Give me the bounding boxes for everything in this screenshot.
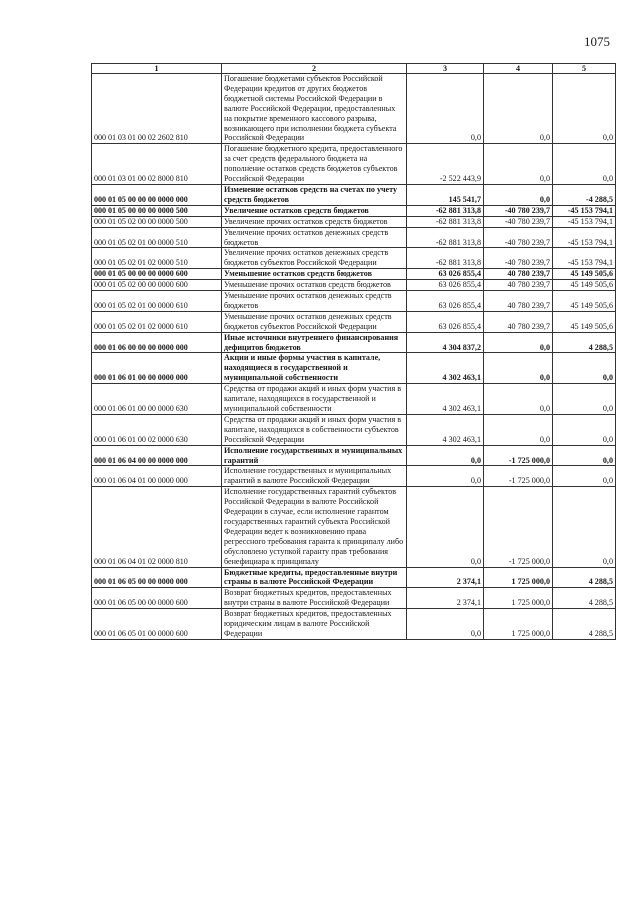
row-name: Акции и иные формы участия в капитале, находящиеся в государственной и муниципальной собственности bbox=[222, 353, 407, 384]
row-code: 000 01 05 00 00 00 0000 600 bbox=[92, 269, 222, 280]
row-name: Уменьшение прочих остатков денежных средств бюджетов субъектов Российской Федерации bbox=[222, 311, 407, 332]
table-row bbox=[92, 269, 616, 280]
table-row bbox=[92, 353, 616, 384]
row-value-col3: -2 522 443,9 bbox=[407, 144, 484, 185]
row-value-col5: -45 153 794,1 bbox=[553, 205, 616, 216]
budget-sources-table bbox=[91, 63, 616, 640]
column-header-name: 2 bbox=[222, 64, 407, 74]
row-name: Уменьшение прочих остатков средств бюджетов bbox=[222, 280, 407, 291]
row-value-col4: -1 725 000,0 bbox=[484, 466, 553, 487]
row-name: Средства от продажи акций и иных форм участия в капитале, находящихся в собственности субъектов Российской Федерации bbox=[222, 414, 407, 445]
row-value-col4: 0,0 bbox=[484, 144, 553, 185]
column-header-code: 1 bbox=[92, 64, 222, 74]
row-value-col4: -40 780 239,7 bbox=[484, 227, 553, 248]
row-code: 000 01 05 02 01 02 0000 610 bbox=[92, 311, 222, 332]
row-code: 000 01 05 00 00 00 0000 000 bbox=[92, 184, 222, 205]
row-name: Увеличение прочих остатков средств бюджетов bbox=[222, 216, 407, 227]
table-row bbox=[92, 216, 616, 227]
table-row bbox=[92, 609, 616, 640]
row-name: Погашение бюджетного кредита, предоставленного за счет средств федерального бюджета на пополнение остатков средств бюджетов субъектов Российской Федерации bbox=[222, 144, 407, 185]
table-row bbox=[92, 332, 616, 353]
row-code: 000 01 05 02 01 02 0000 510 bbox=[92, 248, 222, 269]
row-value-col3: 4 302 463,1 bbox=[407, 414, 484, 445]
row-value-col5: -4 288,5 bbox=[553, 184, 616, 205]
row-value-col3: -62 881 313,8 bbox=[407, 227, 484, 248]
row-code: 000 01 06 01 00 00 0000 000 bbox=[92, 353, 222, 384]
page-number: 1075 bbox=[584, 34, 610, 49]
row-value-col3: 4 302 463,1 bbox=[407, 384, 484, 415]
row-code: 000 01 03 01 00 02 8000 810 bbox=[92, 144, 222, 185]
row-name: Уменьшение прочих остатков денежных средств бюджетов bbox=[222, 291, 407, 312]
row-name: Исполнение государственных и муниципальных гарантий в валюте Российской Федерации bbox=[222, 466, 407, 487]
row-value-col5: 0,0 bbox=[553, 414, 616, 445]
table-row bbox=[92, 311, 616, 332]
row-value-col3: 63 026 855,4 bbox=[407, 291, 484, 312]
row-value-col4: -40 780 239,7 bbox=[484, 248, 553, 269]
row-value-col4: 40 780 239,7 bbox=[484, 291, 553, 312]
table-row bbox=[92, 205, 616, 216]
row-name: Иные источники внутреннего финансирования дефицитов бюджетов bbox=[222, 332, 407, 353]
column-header-year1: 3 bbox=[407, 64, 484, 74]
table-row bbox=[92, 184, 616, 205]
row-name: Увеличение прочих остатков денежных средств бюджетов субъектов Российской Федерации bbox=[222, 248, 407, 269]
row-value-col5: 0,0 bbox=[553, 384, 616, 415]
row-value-col4: 40 780 239,7 bbox=[484, 269, 553, 280]
row-value-col3: -62 881 313,8 bbox=[407, 248, 484, 269]
row-value-col3: 63 026 855,4 bbox=[407, 280, 484, 291]
row-name: Изменение остатков средств на счетах по учету средств бюджетов bbox=[222, 184, 407, 205]
row-value-col3: 63 026 855,4 bbox=[407, 311, 484, 332]
row-name: Возврат бюджетных кредитов, предоставленных юридическим лицам в валюте Российской Федерации bbox=[222, 609, 407, 640]
table-row bbox=[92, 291, 616, 312]
row-name: Средства от продажи акций и иных форм участия в капитале, находящихся в государственной и муниципальной собственности bbox=[222, 384, 407, 415]
column-header-year3: 5 bbox=[553, 64, 616, 74]
table-row bbox=[92, 144, 616, 185]
table-row bbox=[92, 384, 616, 415]
row-code: 000 01 05 02 00 00 0000 500 bbox=[92, 216, 222, 227]
row-value-col4: 1 725 000,0 bbox=[484, 588, 553, 609]
row-value-col3: 145 541,7 bbox=[407, 184, 484, 205]
row-value-col5: 0,0 bbox=[553, 487, 616, 567]
row-value-col4: -40 780 239,7 bbox=[484, 205, 553, 216]
row-code: 000 01 05 00 00 00 0000 500 bbox=[92, 205, 222, 216]
table-row bbox=[92, 567, 616, 588]
row-value-col4: 0,0 bbox=[484, 353, 553, 384]
row-value-col3: 2 374,1 bbox=[407, 588, 484, 609]
row-code: 000 01 06 01 00 00 0000 630 bbox=[92, 384, 222, 415]
row-code: 000 01 06 00 00 00 0000 000 bbox=[92, 332, 222, 353]
row-value-col4: 40 780 239,7 bbox=[484, 280, 553, 291]
row-name: Увеличение прочих остатков денежных средств бюджетов bbox=[222, 227, 407, 248]
row-value-col3: 0,0 bbox=[407, 487, 484, 567]
row-value-col5: 45 149 505,6 bbox=[553, 291, 616, 312]
row-value-col5: 45 149 505,6 bbox=[553, 280, 616, 291]
row-value-col3: 0,0 bbox=[407, 74, 484, 144]
row-code: 000 01 05 02 01 00 0000 510 bbox=[92, 227, 222, 248]
row-value-col3: -62 881 313,8 bbox=[407, 216, 484, 227]
row-code: 000 01 06 01 00 02 0000 630 bbox=[92, 414, 222, 445]
row-value-col5: 0,0 bbox=[553, 445, 616, 466]
row-value-col4: -1 725 000,0 bbox=[484, 445, 553, 466]
row-code: 000 01 05 02 00 00 0000 600 bbox=[92, 280, 222, 291]
table-row bbox=[92, 445, 616, 466]
row-value-col5: -45 153 794,1 bbox=[553, 248, 616, 269]
row-code: 000 01 06 04 01 00 0000 000 bbox=[92, 466, 222, 487]
row-code: 000 01 06 05 00 00 0000 000 bbox=[92, 567, 222, 588]
row-code: 000 01 06 04 01 02 0000 810 bbox=[92, 487, 222, 567]
row-value-col5: 4 288,5 bbox=[553, 588, 616, 609]
row-value-col3: 2 374,1 bbox=[407, 567, 484, 588]
column-header-year2: 4 bbox=[484, 64, 553, 74]
row-code: 000 01 05 02 01 00 0000 610 bbox=[92, 291, 222, 312]
row-value-col5: -45 153 794,1 bbox=[553, 216, 616, 227]
row-value-col5: 0,0 bbox=[553, 466, 616, 487]
table-row bbox=[92, 414, 616, 445]
row-name: Погашение бюджетами субъектов Российской Федерации кредитов от других бюджетов бюджетной системы Российской Федерации в валюте Российской Федерации, предоставленных на покрытие временного кассового разрыва, возникающего при исполнении бюджета субъекта Российской Федерации bbox=[222, 74, 407, 144]
row-value-col3: -62 881 313,8 bbox=[407, 205, 484, 216]
table-row bbox=[92, 487, 616, 567]
row-value-col5: 4 288,5 bbox=[553, 332, 616, 353]
row-value-col4: -1 725 000,0 bbox=[484, 487, 553, 567]
row-value-col4: 0,0 bbox=[484, 414, 553, 445]
row-value-col4: 0,0 bbox=[484, 184, 553, 205]
table-header-row bbox=[92, 64, 616, 74]
table-row bbox=[92, 248, 616, 269]
row-value-col4: -40 780 239,7 bbox=[484, 216, 553, 227]
row-value-col4: 40 780 239,7 bbox=[484, 311, 553, 332]
row-value-col3: 4 302 463,1 bbox=[407, 353, 484, 384]
row-code: 000 01 06 05 00 00 0000 600 bbox=[92, 588, 222, 609]
row-value-col4: 0,0 bbox=[484, 74, 553, 144]
row-value-col5: 0,0 bbox=[553, 144, 616, 185]
row-value-col3: 0,0 bbox=[407, 609, 484, 640]
row-value-col5: 4 288,5 bbox=[553, 567, 616, 588]
row-value-col5: 45 149 505,6 bbox=[553, 311, 616, 332]
row-name: Исполнение государственных гарантий субъектов Российской Федерации в валюте Российской Федерации в случае, если исполнение гарантом государственных гарантий субъекта Российской Федерации ведет к возникновению права регрессного требования гаранта к принципалу либо обусловлено уступкой гаранту прав требования бенефициара к принципалу bbox=[222, 487, 407, 567]
row-name: Возврат бюджетных кредитов, предоставленных внутри страны в валюте Российской Федерации bbox=[222, 588, 407, 609]
row-value-col3: 0,0 bbox=[407, 445, 484, 466]
row-value-col5: 0,0 bbox=[553, 74, 616, 144]
row-name: Исполнение государственных и муниципальных гарантий bbox=[222, 445, 407, 466]
row-value-col4: 0,0 bbox=[484, 332, 553, 353]
table-row bbox=[92, 280, 616, 291]
row-value-col5: 45 149 505,6 bbox=[553, 269, 616, 280]
row-name: Увеличение остатков средств бюджетов bbox=[222, 205, 407, 216]
table-row bbox=[92, 227, 616, 248]
row-value-col4: 1 725 000,0 bbox=[484, 567, 553, 588]
row-code: 000 01 06 04 00 00 0000 000 bbox=[92, 445, 222, 466]
row-value-col4: 0,0 bbox=[484, 384, 553, 415]
row-value-col3: 63 026 855,4 bbox=[407, 269, 484, 280]
table-row bbox=[92, 588, 616, 609]
row-value-col5: 0,0 bbox=[553, 353, 616, 384]
row-value-col5: 4 288,5 bbox=[553, 609, 616, 640]
row-name: Бюджетные кредиты, предоставленные внутри страны в валюте Российской Федерации bbox=[222, 567, 407, 588]
row-code: 000 01 06 05 01 00 0000 600 bbox=[92, 609, 222, 640]
table-body bbox=[92, 74, 616, 640]
table-row bbox=[92, 466, 616, 487]
row-code: 000 01 03 01 00 02 2602 810 bbox=[92, 74, 222, 144]
row-value-col3: 0,0 bbox=[407, 466, 484, 487]
row-value-col3: 4 304 837,2 bbox=[407, 332, 484, 353]
row-value-col5: -45 153 794,1 bbox=[553, 227, 616, 248]
table-row bbox=[92, 74, 616, 144]
row-name: Уменьшение остатков средств бюджетов bbox=[222, 269, 407, 280]
row-value-col4: 1 725 000,0 bbox=[484, 609, 553, 640]
